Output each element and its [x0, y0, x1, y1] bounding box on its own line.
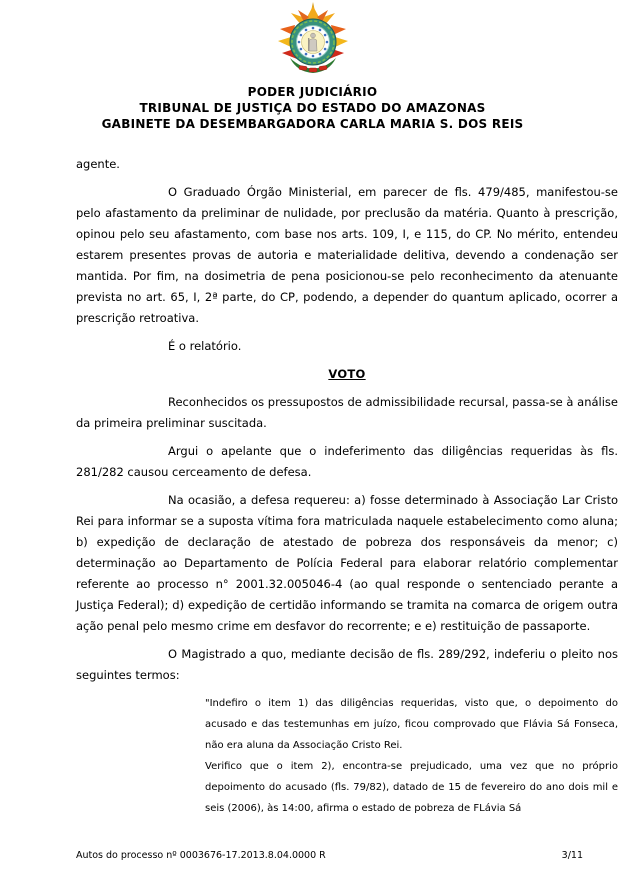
- paragraph-parecer-ministerial: O Graduado Órgão Ministerial, em parecer de fls. 479/485, manifestou-se pelo afastamento da preliminar de nulidade, por preclusão da matéria. Quanto à prescrição, opinou pelo seu afastamento, com base nos arts. 109, I, e 115, do CP. No mérito, entendeu estarem presentes provas de autoria e materialidade delitiva, devendo a condenação ser mantida. Por fim, na dosimetria de pena posicionou-se pelo reconhecimento da atenuante prevista no art. 65, I, 2ª parte, do CP, podendo, a depender do quantum aplicado, ocorrer a prescrição retroativa.: [76, 185, 618, 325]
- footer-case-number: Autos do processo nº 0003676-17.2013.8.04.0000 R: [76, 850, 326, 861]
- section-heading-voto: VOTO: [328, 367, 366, 381]
- decision-quote-block: [205, 693, 618, 819]
- paragraph-fragment-agente: agente.: [76, 157, 120, 171]
- paragraph-diligencias-requeridas: Na ocasião, a defesa requereu: a) fosse determinado à Associação Lar Cristo Rei para informar se a suposta vítima fora matriculada naquele estabelecimento como aluna; b) expedição de declaração de atestado de pobreza dos responsáveis da menor; c) determinação ao Departamento de Polícia Federal para elaborar relatório complementar referente ao processo n° 2001.32.005046-4 (ao qual responde o sentenciado perante a Justiça Federal); d) expedição de certidão informando se tramita na comarca de origem outra ação penal pelo mesmo crime em desfavor do recorrente; e e) restituição de passaporte.: [76, 493, 618, 633]
- amazonas-coat-of-arms-icon: [277, 2, 349, 76]
- quote-line-verifico-item2: Verifico que o item 2), encontra-se prejudicado, uma vez que no próprio depoimento do acusado (fls. 79/82), datado de 15 de fevereiro do ano dois mil e seis (2006), às 14:00, afirma o estado de pobreza de FLávia Sá: [205, 761, 618, 814]
- document-header: [0, 84, 625, 132]
- document-body: [76, 154, 618, 819]
- header-poder-judiciario: PODER JUDICIÁRIO: [247, 85, 378, 99]
- paragraph-e-o-relatorio: É o relatório.: [168, 339, 242, 353]
- seal-container: [0, 0, 625, 80]
- paragraph-pressupostos: Reconhecidos os pressupostos de admissibilidade recursal, passa-se à análise da primeira preliminar suscitada.: [76, 395, 618, 430]
- paragraph-argui-apelante: Argui o apelante que o indeferimento das diligências requeridas às fls. 281/282 causou cerceamento de defesa.: [76, 444, 618, 479]
- quote-line-indefiro-item1: "Indefiro o item 1) das diligências requeridas, visto que, o depoimento do acusado e das testemunhas em juízo, ficou comprovado que Flávia Sá Fonseca, não era aluna da Associação Cristo Rei.: [205, 698, 618, 751]
- paragraph-magistrado-a-quo: O Magistrado a quo, mediante decisão de fls. 289/292, indeferiu o pleito nos seguintes termos:: [76, 647, 618, 682]
- header-tribunal: TRIBUNAL DE JUSTIÇA DO ESTADO DO AMAZONAS: [139, 101, 486, 115]
- header-gabinete: GABINETE DA DESEMBARGADORA CARLA MARIA S. DOS REIS: [101, 117, 524, 131]
- footer-page-number: 3/11: [561, 850, 583, 861]
- document-footer: [76, 850, 583, 862]
